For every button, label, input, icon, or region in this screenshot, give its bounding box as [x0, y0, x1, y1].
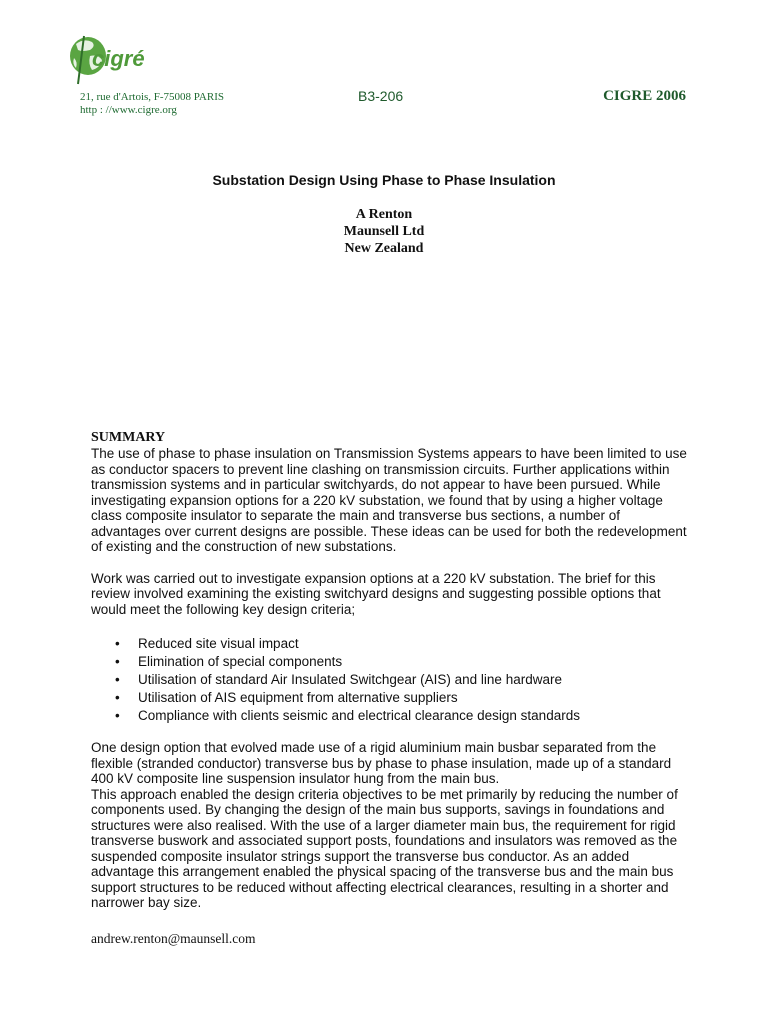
list-item	[115, 689, 691, 707]
bullet-icon: •	[115, 708, 120, 723]
author-block	[0, 206, 768, 257]
summary-paragraph: This approach enabled the design criteria objectives to be met primarily by reducing the number of components used. By changing the design of the main bus supports, savings in foundations and structures were also realised. With the use of a larger diameter main bus, the requirement for rigid transverse buswork and associated support posts, foundations and insulators was removed as the suspended composite insulator strings support the transverse bus conductor. As an added advantage this arrangement enabled the physical spacing of the transverse bus and the main bus support structures to be reduced without affecting electrical clearances, resulting in a shorter and narrower bay size.	[91, 786, 678, 910]
author-email[interactable]: andrew.renton@maunsell.com	[91, 931, 256, 946]
list-item	[115, 707, 691, 725]
globe-icon	[66, 32, 156, 88]
bullet-icon: •	[115, 654, 120, 669]
list-item-text: Utilisation of AIS equipment from alternative suppliers	[138, 690, 458, 705]
conference-label: CIGRE 2006	[603, 88, 686, 104]
website-link[interactable]: http : //www.cigre.org	[80, 104, 177, 116]
summary-paragraph: Work was carried out to investigate expansion options at a 220 kV substation. The brief for this review involved examining the existing switchyard designs and suggesting possible options that would meet the following key design criteria;	[91, 570, 661, 617]
summary-paragraph: The use of phase to phase insulation on Transmission Systems appears to have been limited to use as conductor spacers to prevent line clashing on transmission circuits. Further applications within transmission systems and in particular switchyards, do not appear to have been pursued. While investigating expansion options for a 220 kV substation, we found that by using a higher voltage class composite insulator to separate the main and transverse bus sections, a number of advantages over current designs are possible. These ideas can be used for both the redevelopment of existing and the construction of new substations.	[91, 446, 687, 554]
summary-section	[91, 430, 691, 911]
list-item	[115, 653, 691, 671]
design-criteria-list	[91, 635, 691, 725]
list-item-text: Compliance with clients seismic and electrical clearance design standards	[138, 708, 580, 723]
paper-title: Substation Design Using Phase to Phase Insulation	[212, 172, 556, 188]
author-affiliation: Maunsell Ltd	[343, 224, 425, 239]
cigre-logo	[66, 32, 156, 88]
bullet-icon: •	[115, 672, 120, 687]
author-name: A Renton	[355, 207, 413, 222]
svg-text:cigré: cigré	[92, 46, 145, 71]
list-item-text: Elimination of special components	[138, 654, 343, 669]
author-country: New Zealand	[344, 241, 424, 256]
list-item-text: Reduced site visual impact	[138, 636, 299, 651]
summary-paragraph: One design option that evolved made use of a rigid aluminium main busbar separated from the flexible (stranded conductor) transverse bus by phase to phase insulation, made up of a standard 400 kV composite line suspension insulator hung from the main bus.	[91, 740, 672, 786]
summary-heading: SUMMARY	[91, 430, 166, 445]
bullet-icon: •	[115, 636, 120, 651]
list-item-text: Utilisation of standard Air Insulated Switchgear (AIS) and line hardware	[138, 672, 562, 687]
address-block	[80, 91, 224, 117]
list-item	[115, 635, 691, 653]
bullet-icon: •	[115, 690, 120, 705]
list-item	[115, 671, 691, 689]
address-line: 21, rue d'Artois, F-75008 PARIS	[80, 91, 224, 103]
paper-code: B3-206	[358, 88, 404, 104]
